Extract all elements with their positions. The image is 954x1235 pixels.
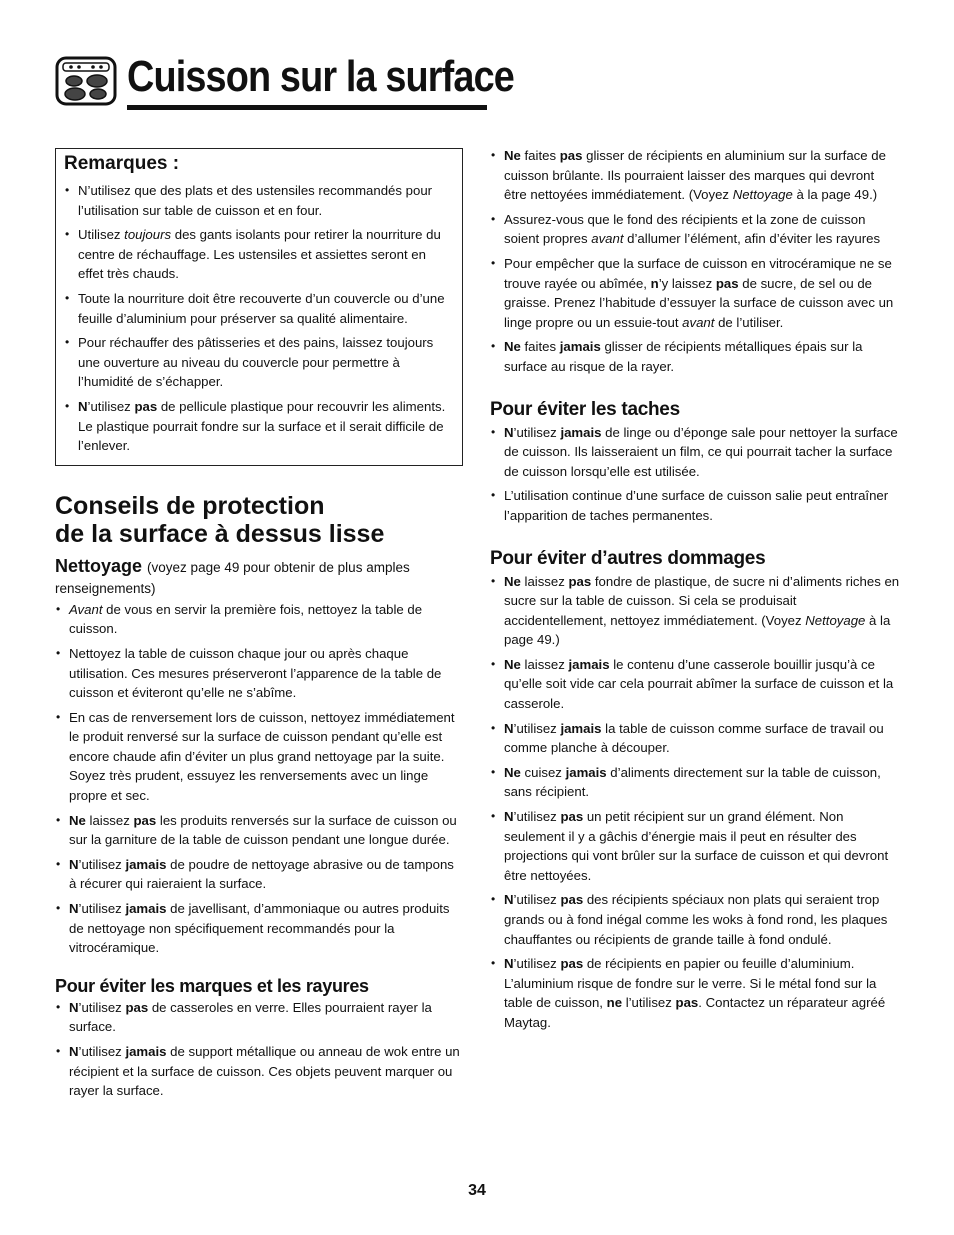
list-item: • Avant de vous en servir la première fois, nettoyez la table de cuisson. bbox=[55, 600, 463, 639]
page-title: Cuisson sur la surface bbox=[127, 52, 514, 101]
marques-list bbox=[55, 998, 463, 1101]
remarques-title: Remarques : bbox=[64, 153, 180, 174]
nettoyage-heading: Nettoyage (voyez page 49 pour obtenir de plus amples renseignements) bbox=[55, 555, 410, 596]
list-item: • Ne laissez pas fondre de plastique, de sucre ni d’aliments riches en sucre sur la table de cuisson. Si cela se produisait accidentellement, nettoyez immédiatement. (Voyez Nettoyage à la page 49.) bbox=[490, 572, 900, 650]
list-item: • Utilisez toujours des gants isolants pour retirer la nourriture du centre de réchauffage. Les ustensiles et assiettes seront en effet très chauds. bbox=[64, 225, 454, 284]
remarques-box bbox=[55, 148, 463, 466]
marques-heading: Pour éviter les marques et les rayures bbox=[55, 975, 369, 996]
list-item: • Toute la nourriture doit être recouverte d’un couvercle ou d’une feuille d’aluminium pour préserver sa qualité alimentaire. bbox=[64, 289, 454, 328]
list-item: • Ne faites jamais glisser de récipients métalliques épais sur la surface au risque de la rayer. bbox=[490, 337, 900, 376]
dommages-heading: Pour éviter d’autres dommages bbox=[490, 547, 766, 569]
title-underline bbox=[127, 105, 487, 110]
nettoyage-list bbox=[55, 600, 463, 958]
taches-heading: Pour éviter les taches bbox=[490, 398, 680, 420]
right-column bbox=[490, 146, 900, 1038]
list-item: • N’utilisez pas un petit récipient sur un grand élément. Non seulement il y a gâchis d’énergie mais il peut en résulter des projections qui vont brûler sur la surface de cuisson et qui devront être nettoyées. bbox=[490, 807, 900, 885]
list-item: • L’utilisation continue d’une surface de cuisson salie peut entraîner l’apparition de taches permanentes. bbox=[490, 486, 900, 525]
list-item: • Ne cuisez jamais d’aliments directement sur la table de cuisson, sans récipient. bbox=[490, 763, 900, 802]
page-header bbox=[55, 50, 514, 112]
list-item: • N’utilisez pas des récipients spéciaux non plats qui seraient trop grands ou à fond inégal comme les woks à fond rond, les plaques chauffantes ou récipients de grande taille à fond ondulé. bbox=[490, 890, 900, 949]
cooktop-icon bbox=[55, 56, 117, 106]
list-item: • N’utilisez pas de pellicule plastique pour recouvrir les aliments. Le plastique pourrait fondre sur la surface et il serait difficile de l’enlever. bbox=[64, 397, 454, 456]
list-item: • Assurez-vous que le fond des récipients et la zone de cuisson soient propres avant d’allumer l’élément, afin d’éviter les rayures bbox=[490, 210, 900, 249]
list-item: • N’utilisez pas de récipients en papier ou feuille d’aluminium. L’aluminium risque de fondre sur le verre. Si le métal fond sur la table de cuisson, ne l’utilisez pas. Contactez un réparateur agréé Maytag. bbox=[490, 954, 900, 1032]
dommages-list bbox=[490, 572, 900, 1033]
nettoyage-note: (voyez page 49 pour obtenir de plus amples renseignements) bbox=[55, 559, 410, 596]
list-item: • N’utilisez que des plats et des ustensiles recommandés pour l’utilisation sur table de cuisson et en four. bbox=[64, 181, 454, 220]
list-item: • Pour empêcher que la surface de cuisson en vitrocéramique ne se trouve rayée ou abîmée, n’y laissez pas de sucre, de sel ou de graisse. Prenez l’habitude d’essuyer la surface de cuisson avec un linge propre ou un essuie-tout avant de l’utiliser. bbox=[490, 254, 900, 332]
list-item: • N’utilisez jamais de javellisant, d’ammoniaque ou autres produits de nettoyage non spécifiquement recommandés pour la vitrocéramique. bbox=[55, 899, 463, 958]
list-item: • Pour réchauffer des pâtisseries et des pains, laissez toujours une ouverture au niveau du couvercle pour permettre à l’humidité de s’échapper. bbox=[64, 333, 454, 392]
list-item: • N’utilisez jamais de linge ou d’éponge sale pour nettoyer la surface de cuisson. Ils laisseraient un film, ce qui pourrait tacher la surface de cuisson lorsqu’elle est utilisée. bbox=[490, 423, 900, 482]
list-item: • N’utilisez jamais de poudre de nettoyage abrasive ou de tampons à récurer qui raieraient la surface. bbox=[55, 855, 463, 894]
list-item: • Ne laissez pas les produits renversés sur la surface de cuisson ou sur la garniture de la table de cuisson pendant une longue durée. bbox=[55, 811, 463, 850]
list-item: • N’utilisez jamais de support métallique ou anneau de wok entre un récipient et la surface de cuisson. Ces objets peuvent marquer ou rayer la surface. bbox=[55, 1042, 463, 1101]
list-item: • N’utilisez jamais la table de cuisson comme surface de travail ou comme planche à découper. bbox=[490, 719, 900, 758]
list-item: • N’utilisez pas de casseroles en verre. Elles pourraient rayer la surface. bbox=[55, 998, 463, 1037]
page-number: 34 bbox=[468, 1182, 486, 1199]
right-top-list bbox=[490, 146, 900, 377]
left-column bbox=[55, 148, 463, 1106]
list-item: • Ne laissez jamais le contenu d’une casserole bouillir jusqu’à ce qu’elle soit vide car cela pourrait abîmer la surface de cuisson et la casserole. bbox=[490, 655, 900, 714]
list-item: • Nettoyez la table de cuisson chaque jour ou après chaque utilisation. Ces mesures préserveront l’apparence de la table de cuisson et éviteront qu’elle ne s’abîme. bbox=[55, 644, 463, 703]
remarques-list bbox=[64, 181, 454, 456]
conseils-heading: Conseils de protection de la surface à dessus lisse bbox=[55, 491, 385, 548]
list-item: • Ne faites pas glisser de récipients en aluminium sur la surface de cuisson brûlante. Ils pourraient laisser des marques qui devront être nettoyées immédiatement. (Voyez Nettoyage à la page 49.) bbox=[490, 146, 900, 205]
taches-list bbox=[490, 423, 900, 526]
list-item: • En cas de renversement lors de cuisson, nettoyez immédiatement le produit renversé sur la surface de cuisson pendant qu’elle est encore chaude afin d’éviter un plus grand nettoyage par la suite. Soyez très prudent, essuyez les renversements avec un linge propre et sec. bbox=[55, 708, 463, 806]
